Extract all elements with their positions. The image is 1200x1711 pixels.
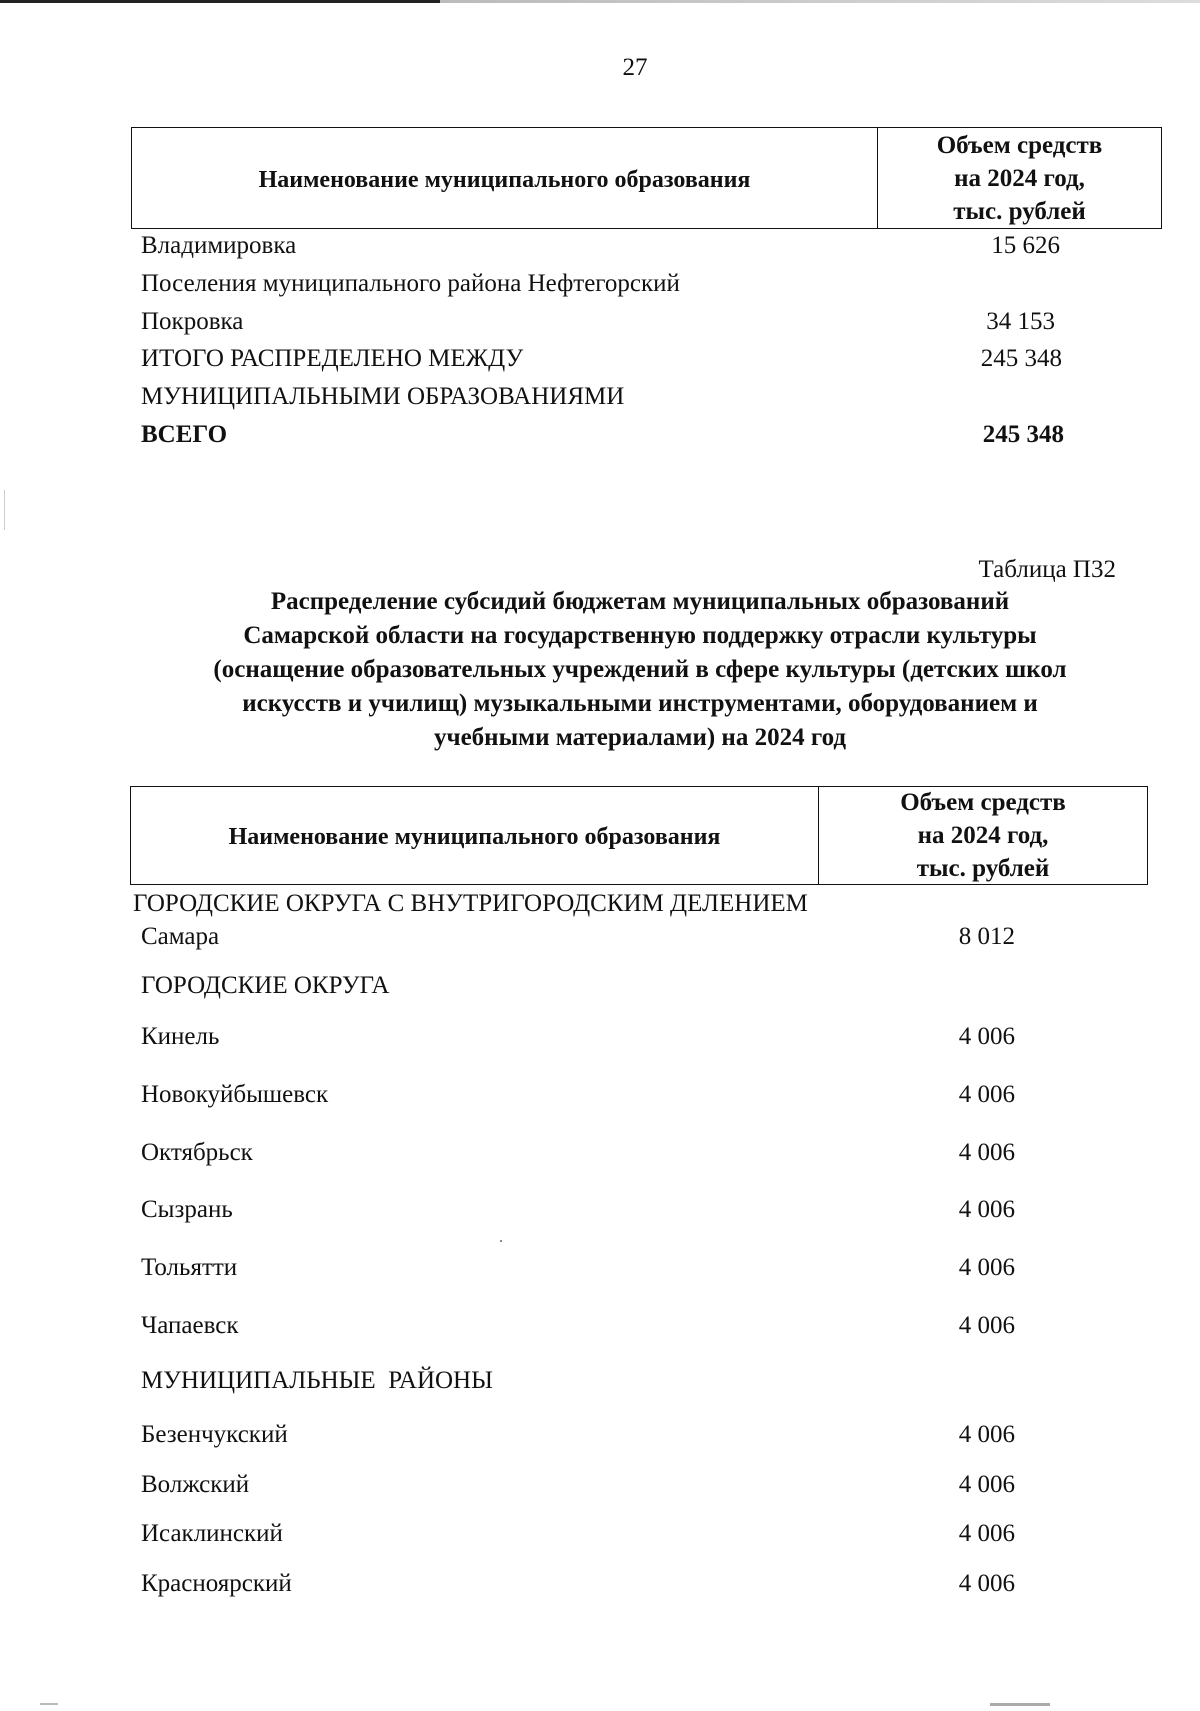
- table1-row-value: 34 153: [986, 308, 1055, 335]
- table2-row-name: Новокуйбышевск: [141, 1081, 329, 1108]
- table2-title-line: учебными материалами) на 2024 год: [433, 724, 846, 751]
- page-number: 27: [622, 54, 648, 81]
- table2-row-value: 4 006: [958, 1471, 1015, 1498]
- table2-row-name: Волжский: [141, 1471, 250, 1498]
- table2-row-value: 4 006: [958, 1196, 1015, 1223]
- table2-row-name: Чапаевск: [141, 1312, 239, 1339]
- scan-speck: [4, 490, 5, 530]
- table2-section-heading: ГОРОДСКИЕ ОКРУГА: [141, 972, 390, 999]
- table2-row-name: Тольятти: [141, 1254, 238, 1281]
- table2-title: [110, 585, 1170, 755]
- table2-header-name-column: Наименование муниципального образования: [131, 787, 819, 884]
- table1-header-name-column: Наименование муниципального образования: [132, 128, 878, 228]
- table1-total-label: ВСЕГО: [141, 421, 228, 448]
- table2-row-name: Сызрань: [141, 1196, 233, 1223]
- scan-speck: [990, 1703, 1050, 1706]
- table2-row-value: 4 006: [958, 1570, 1015, 1597]
- table1-header-value-line-1: Объем средств: [936, 131, 1103, 159]
- table1-row-name: Покровка: [141, 308, 244, 335]
- table2-header-value-line-3: тыс. рублей: [916, 855, 1050, 882]
- table1-header-value-line-3: тыс. рублей: [953, 197, 1086, 225]
- table2-header-value-line-1: Объем средств: [900, 789, 1066, 816]
- table1-header: [131, 127, 1162, 229]
- table2-row-value: 4 006: [958, 1139, 1015, 1166]
- table2-header-value-line-2: на 2024 год,: [917, 822, 1049, 849]
- table2-row-value: 8 012: [958, 923, 1015, 950]
- scan-speck: [500, 1240, 502, 1242]
- table2-section-heading: ГОРОДСКИЕ ОКРУГА С ВНУТРИГОРОДСКИМ ДЕЛЕНИЕМ: [133, 890, 808, 917]
- table2-row-name: Безенчукский: [141, 1421, 288, 1448]
- table2-header: [130, 786, 1148, 885]
- table2-title-line: (оснащение образовательных учреждений в сфере культуры (детских школ: [213, 656, 1067, 683]
- table1-total-value: 245 348: [982, 421, 1064, 448]
- table1-header-value-column: [878, 128, 1161, 228]
- table2-title-line: Распределение субсидий бюджетам муниципальных образований: [270, 588, 1010, 615]
- table2-row-value: 4 006: [958, 1254, 1015, 1281]
- table1-row-name: Поселения муниципального района Нефтегорский: [141, 270, 680, 297]
- table2-row-value: 4 006: [958, 1081, 1015, 1108]
- table1-row-name: Владимировка: [141, 232, 297, 259]
- scan-edge-line: [0, 0, 1200, 3]
- table2-row-name: Красноярский: [141, 1570, 292, 1597]
- table2-label: Таблица П32: [978, 556, 1116, 583]
- scan-speck: [40, 1703, 58, 1705]
- table1-row-value: 15 626: [991, 232, 1060, 259]
- table2-row-value: 4 006: [958, 1023, 1015, 1050]
- table2-row-value: 4 006: [958, 1312, 1015, 1339]
- table1-row-name: ИТОГО РАСПРЕДЕЛЕНО МЕЖДУ: [141, 345, 524, 372]
- table2-section-heading: МУНИЦИПАЛЬНЫЕ РАЙОНЫ: [141, 1367, 493, 1394]
- table2-row-name: Кинель: [141, 1023, 220, 1050]
- table2-row-name: Самара: [141, 923, 220, 950]
- table2-row-name: Октябрьск: [141, 1139, 253, 1166]
- table2-header-value-column: [819, 787, 1147, 884]
- table2-title-line: Самарской области на государственную поддержку отрасли культуры: [243, 622, 1037, 649]
- table1-row-value: 245 348: [980, 345, 1062, 372]
- table2-title-line: искусств и училищ) музыкальными инструментами, оборудованием и: [242, 690, 1038, 717]
- table2-row-value: 4 006: [958, 1520, 1015, 1547]
- table2-row-value: 4 006: [958, 1421, 1015, 1448]
- table1-row-name: МУНИЦИПАЛЬНЫМИ ОБРАЗОВАНИЯМИ: [141, 383, 625, 410]
- table1-header-value-line-2: на 2024 год,: [954, 164, 1085, 192]
- table2-row-name: Исаклинский: [141, 1520, 283, 1547]
